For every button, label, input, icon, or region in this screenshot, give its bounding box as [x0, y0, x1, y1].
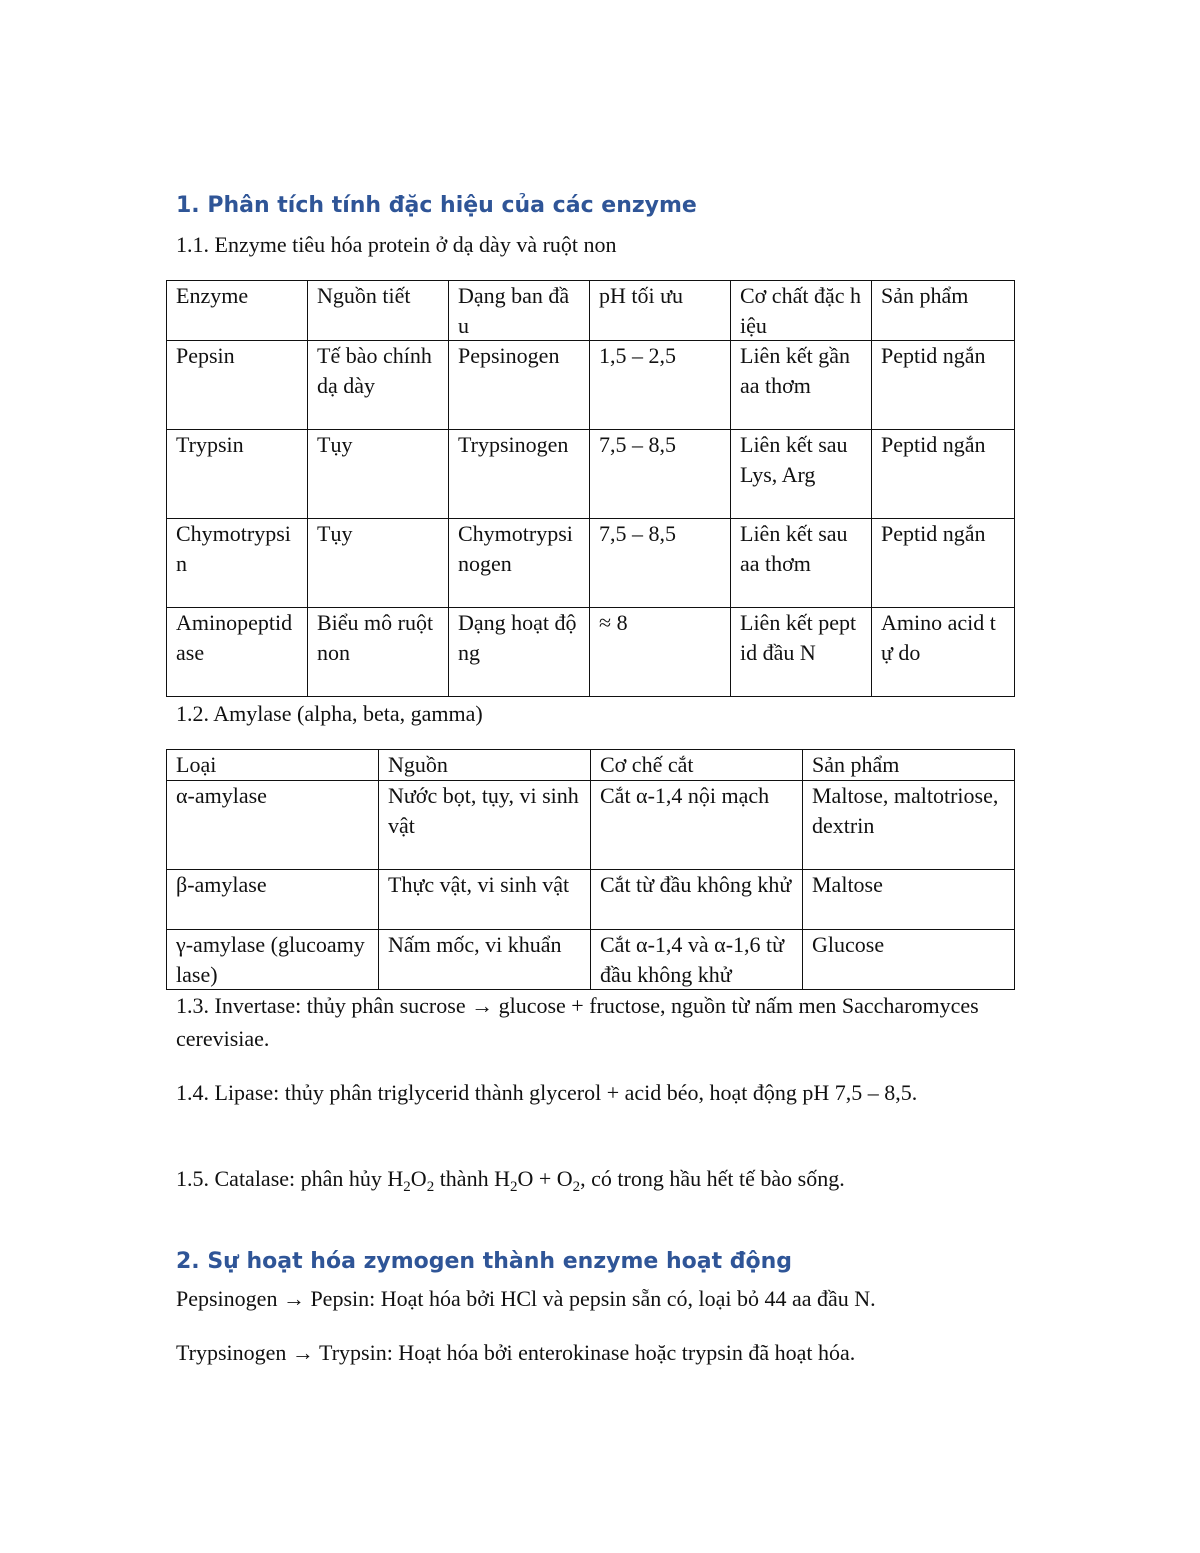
subsection-1-2-title: 1.2. Amylase (alpha, beta, gamma) — [176, 701, 483, 726]
paragraph-pepsinogen-activation: Pepsinogen → Pepsin: Hoạt hóa bởi HCl và pepsin sẵn có, loại bỏ 44 aa đầu N. — [176, 1286, 876, 1311]
header-cell: Nguồn — [379, 750, 591, 781]
table-cell: Glucose — [803, 930, 1015, 990]
table-cell: Dạng hoạt động — [449, 608, 590, 697]
table-cell: Biểu mô ruột non — [308, 608, 449, 697]
table-row — [167, 608, 1015, 697]
table-cell: Liên kết sau aa thơm — [731, 519, 872, 608]
table-cell: Amino acid tự do — [872, 608, 1015, 697]
table-cell: Aminopeptidase — [167, 608, 308, 697]
table-row — [167, 519, 1015, 608]
amylase-table — [166, 749, 1015, 990]
table-cell: Thực vật, vi sinh vật — [379, 870, 591, 930]
protease-table — [166, 280, 1015, 697]
table-cell: Liên kết peptid đầu N — [731, 608, 872, 697]
table-cell: γ-amylase (glucoamylase) — [167, 930, 379, 990]
header-cell: pH tối ưu — [590, 281, 731, 341]
table-cell: 7,5 – 8,5 — [590, 519, 731, 608]
table-cell: Cắt α-1,4 và α-1,6 từ đầu không khử — [591, 930, 803, 990]
table-cell: α-amylase — [167, 781, 379, 870]
table-cell: β-amylase — [167, 870, 379, 930]
table-cell: Nước bọt, tụy, vi sinh vật — [379, 781, 591, 870]
table-cell: 1,5 – 2,5 — [590, 341, 731, 430]
table-cell: Peptid ngắn — [872, 341, 1015, 430]
paragraph-catalase: 1.5. Catalase: phân hủy $H_2O_2$ thành $H_2O + O_2$, có trong hầu hết tế bào sống. — [176, 1166, 845, 1195]
paragraph-trypsinogen-activation: Trypsinogen → Trypsin: Hoạt hóa bởi enterokinase hoặc trypsin đã hoạt hóa. — [176, 1340, 856, 1365]
table-cell: Cắt từ đầu không khử — [591, 870, 803, 930]
paragraph-invertase: 1.3. Invertase: thủy phân sucrose → glucose + fructose, nguồn từ nấm men Saccharomyces cerevisiae. — [176, 993, 979, 1051]
section1-heading: 1. Phân tích tính đặc hiệu của các enzyme — [176, 193, 697, 218]
header-cell: Sản phẩm — [872, 281, 1015, 341]
header-cell: Sản phẩm — [803, 750, 1015, 781]
paragraph-lipase: 1.4. Lipase: thủy phân triglycerid thành glycerol + acid béo, hoạt động pH 7,5 – 8,5. — [176, 1080, 918, 1105]
table-cell: Tụy — [308, 430, 449, 519]
table-row — [167, 341, 1015, 430]
table-row — [167, 870, 1015, 930]
table-cell: Peptid ngắn — [872, 519, 1015, 608]
header-cell: Dạng ban đầu — [449, 281, 590, 341]
table-row — [167, 930, 1015, 990]
table-cell: 7,5 – 8,5 — [590, 430, 731, 519]
table-cell: Peptid ngắn — [872, 430, 1015, 519]
table-cell: Tế bào chính dạ dày — [308, 341, 449, 430]
header-cell: Loại — [167, 750, 379, 781]
table-cell: Maltose — [803, 870, 1015, 930]
header-cell: Cơ chất đặc hiệu — [731, 281, 872, 341]
table-cell: Liên kết sau Lys, Arg — [731, 430, 872, 519]
table-cell: Chymotrypsinogen — [449, 519, 590, 608]
table-cell: Tụy — [308, 519, 449, 608]
table-cell: Maltose, maltotriose, dextrin — [803, 781, 1015, 870]
header-cell: Cơ chế cắt — [591, 750, 803, 781]
subsection-1-1-title: 1.1. Enzyme tiêu hóa protein ở dạ dày và ruột non — [176, 232, 617, 257]
table-cell: Nấm mốc, vi khuẩn — [379, 930, 591, 990]
table-cell: Chymotrypsin — [167, 519, 308, 608]
table-cell: Cắt α-1,4 nội mạch — [591, 781, 803, 870]
table-header-row — [167, 750, 1015, 781]
table-row — [167, 781, 1015, 870]
header-cell: Nguồn tiết — [308, 281, 449, 341]
table-cell: Trypsin — [167, 430, 308, 519]
table-cell: Pepsinogen — [449, 341, 590, 430]
header-cell: Enzyme — [167, 281, 308, 341]
table-cell: Liên kết gần aa thơm — [731, 341, 872, 430]
table-cell: ≈ 8 — [590, 608, 731, 697]
table-cell: Trypsinogen — [449, 430, 590, 519]
section2-heading: 2. Sự hoạt hóa zymogen thành enzyme hoạt động — [176, 1249, 793, 1274]
table-row — [167, 430, 1015, 519]
table-header-row — [167, 281, 1015, 341]
table-cell: Pepsin — [167, 341, 308, 430]
